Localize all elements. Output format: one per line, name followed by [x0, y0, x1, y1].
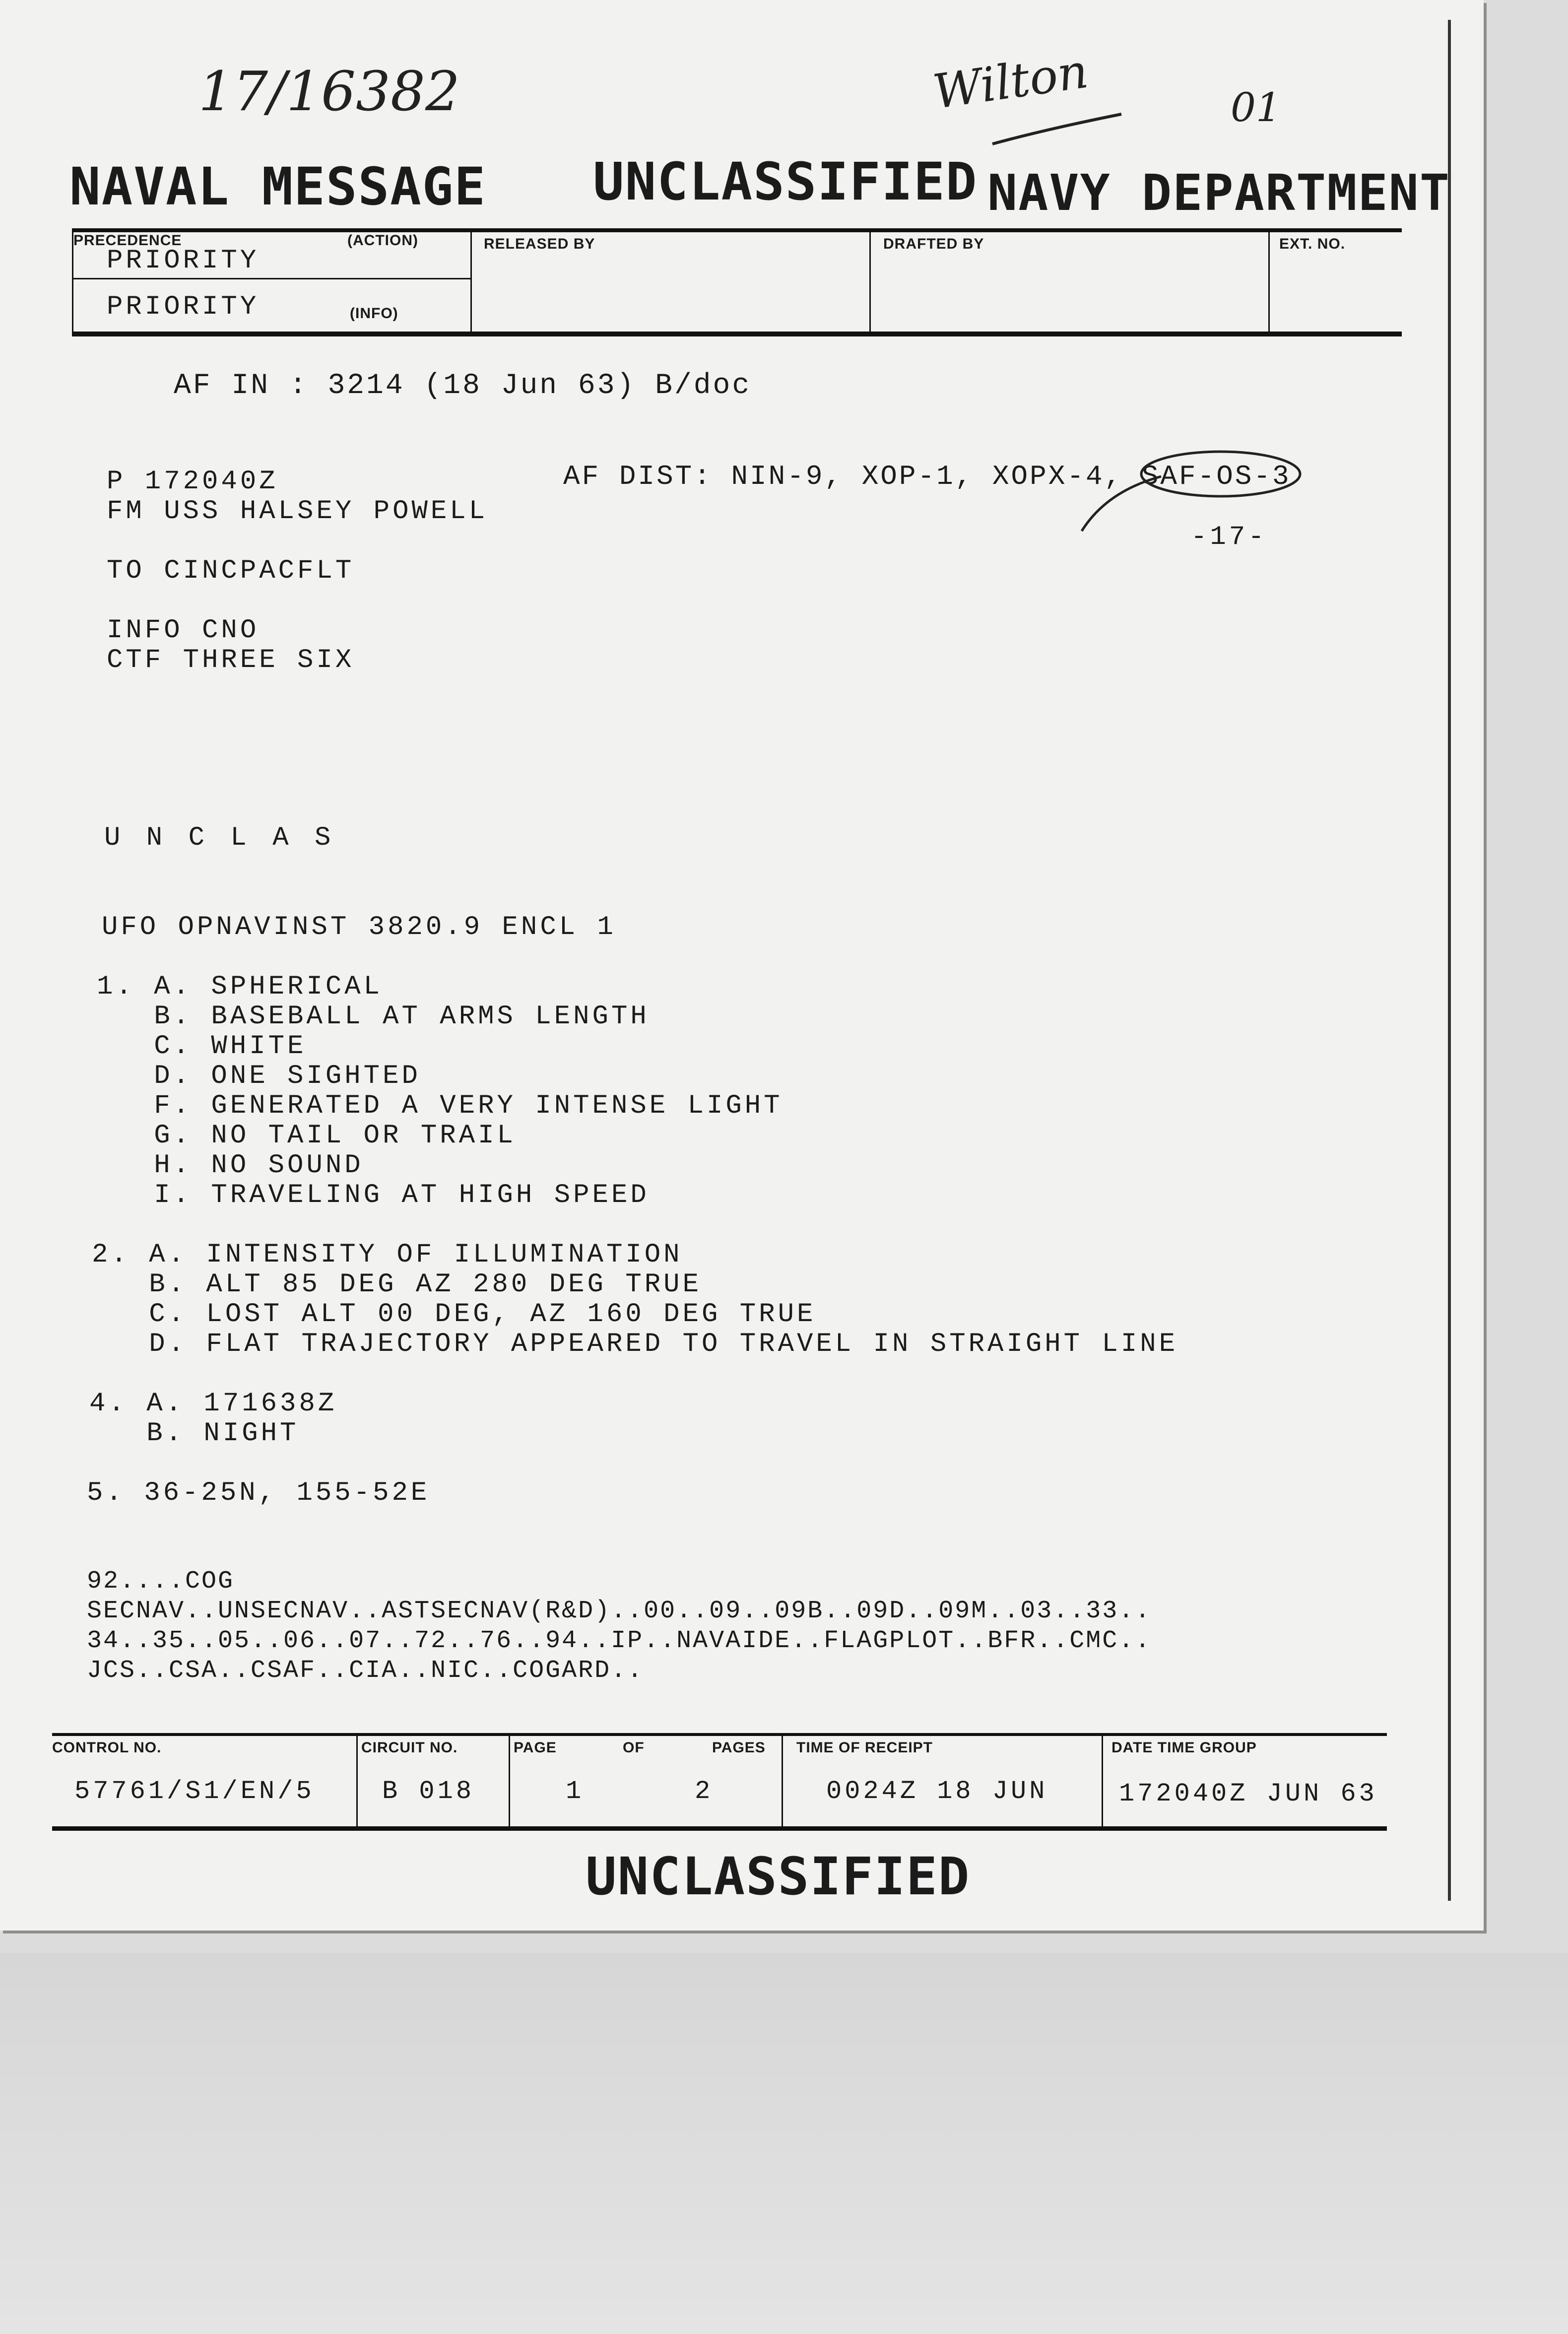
handwritten-circle-mark	[1077, 437, 1305, 536]
af-in-stamp: AF IN : 3214 (18 Jun 63) B/doc	[174, 370, 752, 402]
action-label: (ACTION)	[347, 232, 418, 249]
of-label: OF	[623, 1739, 645, 1756]
sheet-edge	[1448, 20, 1451, 1901]
control-no-value: 57761/S1/EN/5	[74, 1777, 315, 1806]
distribution-line-3: 34..35..05..06..07..72..76..94..IP..NAVAIDE..FLAGPLOT..BFR..CMC..	[87, 1627, 1152, 1655]
scanner-background	[0, 1953, 1568, 2334]
footer-table-top-rule	[52, 1733, 1387, 1736]
message-classification: U N C L A S	[104, 823, 336, 853]
line-2c: C. LOST ALT 00 DEG, AZ 160 DEG TRUE	[92, 1299, 816, 1330]
pages-label: PAGES	[712, 1739, 766, 1756]
pages-value: 2	[695, 1777, 714, 1806]
form-divider-2	[869, 232, 871, 332]
form-divider-3	[1268, 232, 1270, 332]
handwritten-page-marker: 01	[1231, 84, 1281, 131]
precedence-action-value: PRIORITY	[107, 246, 260, 276]
footer-table-bottom-rule	[52, 1826, 1387, 1831]
date-time-group-label: DATE TIME GROUP	[1111, 1739, 1257, 1756]
line-4a: 4. A. 171638Z	[89, 1389, 337, 1419]
message-dtg: P 172040Z	[107, 467, 278, 497]
form-bottom-rule	[72, 332, 1402, 336]
footer-divider-2	[509, 1736, 510, 1826]
page-value: 1	[566, 1777, 585, 1806]
footer-divider-1	[356, 1736, 358, 1826]
af-distribution: AF DIST: NIN-9, XOP-1, XOPX-4, SAF-OS-3	[563, 461, 1291, 492]
line-1f: F. GENERATED A VERY INTENSE LIGHT	[97, 1091, 783, 1121]
header-naval-message: NAVAL MESSAGE	[69, 156, 486, 217]
footer-classification: UNCLASSIFIED	[586, 1846, 971, 1907]
header-classification: UNCLASSIFIED	[593, 151, 978, 212]
page-tag: -17-	[1191, 522, 1267, 552]
message-info-1: INFO CNO	[107, 615, 260, 646]
message-info-2: CTF THREE SIX	[107, 645, 355, 675]
message-from: FM USS HALSEY POWELL	[107, 496, 488, 527]
handwritten-signature: Wilton	[929, 44, 1092, 120]
line-1h: H. NO SOUND	[97, 1150, 364, 1181]
drafted-by-label: DRAFTED BY	[883, 236, 984, 252]
form-divider-1	[470, 232, 472, 332]
signature-underline-mark	[987, 109, 1126, 154]
line-1g: G. NO TAIL OR TRAIL	[97, 1121, 516, 1151]
info-label: (INFO)	[350, 305, 398, 322]
precedence-divider	[72, 278, 471, 279]
circuit-label: CIRCUIT NO.	[361, 1739, 458, 1756]
time-of-receipt-label: TIME OF RECEIPT	[796, 1739, 933, 1756]
line-1d: D. ONE SIGHTED	[97, 1061, 421, 1091]
date-time-group-value: 172040Z JUN 63	[1119, 1779, 1377, 1808]
line-2a: 2. A. INTENSITY OF ILLUMINATION	[92, 1240, 683, 1270]
precedence-info-value: PRIORITY	[107, 292, 260, 322]
circuit-value: B 018	[382, 1777, 475, 1806]
line-1b: B. BASEBALL AT ARMS LENGTH	[97, 1001, 650, 1032]
distribution-line-4: JCS..CSA..CSAF..CIA..NIC..COGARD..	[87, 1657, 644, 1685]
distribution-line-1: 92....COG	[87, 1567, 235, 1596]
line-1i: I. TRAVELING AT HIGH SPEED	[97, 1180, 650, 1210]
released-by-label: RELEASED BY	[484, 236, 595, 252]
precedence-label: PRECEDENCE	[73, 232, 182, 249]
line-5: 5. 36-25N, 155-52E	[87, 1478, 430, 1508]
time-of-receipt-value: 0024Z 18 JUN	[826, 1777, 1048, 1806]
line-2b: B. ALT 85 DEG AZ 280 DEG TRUE	[92, 1269, 702, 1300]
line-1a: 1. A. SPHERICAL	[97, 972, 383, 1002]
footer-divider-4	[1102, 1736, 1103, 1826]
control-no-label: CONTROL NO.	[52, 1739, 162, 1756]
header-navy-department: NAVY DEPARTMENT	[987, 164, 1451, 222]
page-label: PAGE	[514, 1739, 557, 1756]
footer-divider-3	[782, 1736, 783, 1826]
handwritten-ref-number: 17/16382	[198, 60, 460, 123]
line-1c: C. WHITE	[97, 1031, 307, 1062]
line-2d: D. FLAT TRAJECTORY APPEARED TO TRAVEL IN STRAIGHT LINE	[92, 1329, 1178, 1359]
distribution-line-2: SECNAV..UNSECNAV..ASTSECNAV(R&D)..00..09..09B..09D..09M..03..33..	[87, 1597, 1152, 1625]
message-to: TO CINCPACFLT	[107, 556, 355, 586]
line-4b: B. NIGHT	[89, 1418, 299, 1449]
ext-no-label: EXT. NO.	[1279, 236, 1346, 252]
message-subject: UFO OPNAVINST 3820.9 ENCL 1	[102, 912, 616, 942]
form-top-rule	[72, 228, 1402, 232]
